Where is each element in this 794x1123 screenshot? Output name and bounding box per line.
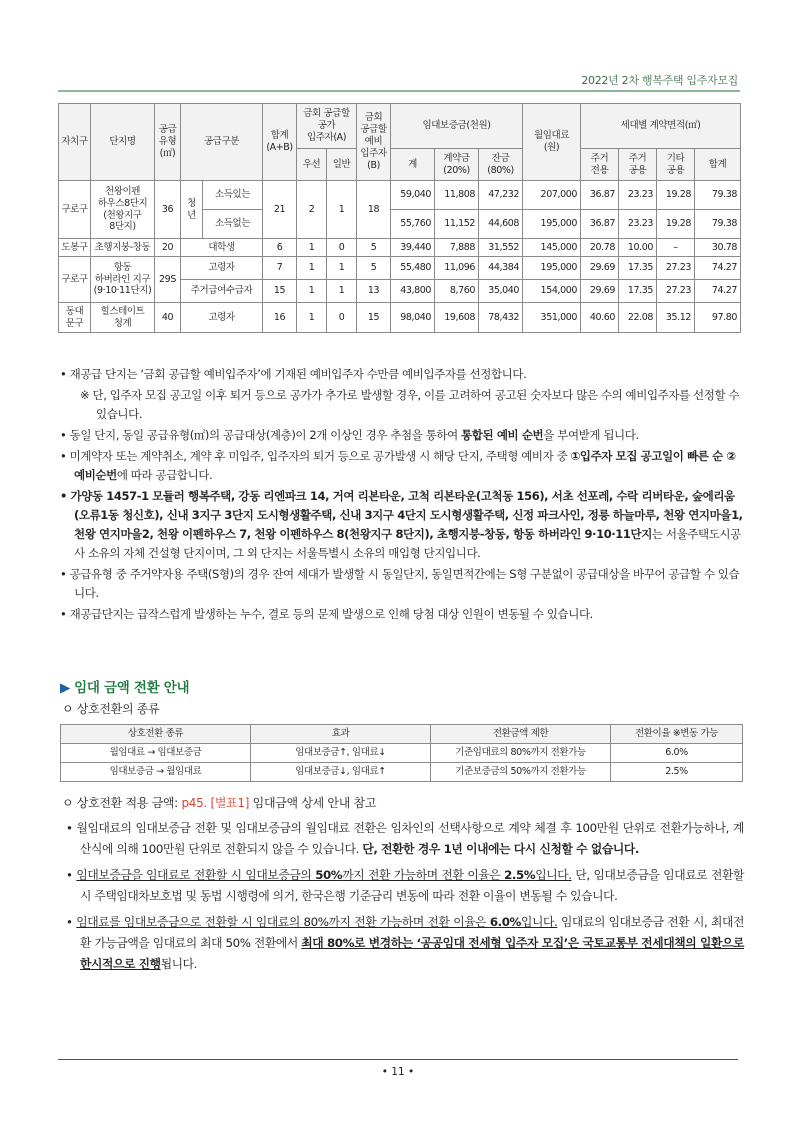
- apply-note-1-bold: 단, 전환한 경우 1년 이내에는 다시 신청할 수 없습니다.: [362, 842, 639, 856]
- cell-type: 40: [155, 303, 181, 333]
- cell-dep-total: 43,800: [391, 280, 435, 303]
- cell-area-sum: 74.27: [695, 280, 741, 303]
- cell-dep-down: 19,608: [435, 303, 479, 333]
- col-area: 세대별 계약면적(㎡): [581, 104, 741, 149]
- cell-rent: 195,000: [523, 210, 581, 239]
- table-row: [59, 239, 741, 257]
- cell-area-other: 19.28: [657, 210, 695, 239]
- apply-title: [62, 794, 376, 811]
- table-row: [61, 744, 743, 763]
- note-4-bold: • 가양동 1457-1 모듈러 행복주택, 강동 리엔파크 14, 거여 리본타운, 고척 리본타운(고척동 156), 서초 선포레, 수락 리버타운, 숲에리움(오류1동 청신호), 신내 3지구 3단지 도시형생활주택, 신내 3지구 4단지 도시형생활주택, 신정 파크사인, 정릉 하늘마루, 천왕 연지마을1, 천왕 연지마을2, 천왕 이펜하우스 7, 천왕 이펜하우스 8(천왕지구 8단지), 초행지붕-창동, 항동 하버라인 9·10·11단지: [60, 489, 743, 541]
- cell-area-common: 23.23: [619, 210, 657, 239]
- page-footer: [58, 1059, 738, 1078]
- cell-category: 소득없는: [203, 210, 263, 239]
- section-title: [60, 676, 189, 696]
- page-number: • 11 •: [381, 1066, 415, 1078]
- section-title-text: 임대 금액 전환 안내: [74, 680, 190, 696]
- col-total: 합계 (A+B): [263, 104, 297, 181]
- cell-dep-total: 55,480: [391, 257, 435, 280]
- cell-total: 16: [263, 303, 297, 333]
- conv-col-rate: 전환이율 ※변동 가능: [611, 725, 743, 744]
- cell-general: 0: [327, 303, 357, 333]
- bullet: •: [66, 868, 77, 882]
- col-general: 일반: [327, 149, 357, 181]
- cell-area-common: 17.35: [619, 257, 657, 280]
- apply-title-tail: 임대금액 상세 안내 참고: [249, 796, 377, 810]
- cell-reserve: 5: [357, 257, 391, 280]
- cell-priority: 2: [297, 181, 327, 239]
- cell-dep-balance: 47,232: [479, 181, 523, 210]
- header-title: 2022년 2차 행복주택 입주자모집: [581, 74, 738, 87]
- note-5: • 공급유형 중 주거약자용 주택(S형)의 경우 잔여 세대가 발생할 시 동일단지, 동일면적간에는 S형 구분없이 공급대상을 바꾸어 공급할 수 있습니다.: [60, 567, 740, 600]
- conv-col-kind: 상호전환 종류: [61, 725, 251, 744]
- cell-category: 대학생: [181, 239, 263, 257]
- cell-area-private: 36.87: [581, 210, 619, 239]
- cell-area-sum: 97.80: [695, 303, 741, 333]
- col-category: 공급구분: [181, 104, 263, 181]
- apply-note-3-underline: 임대료를 임대보증금으로 전환할 시 임대료의 80%까지 전환 가능하며 전환 이율은 6.0%입니다.: [76, 915, 558, 929]
- cell-dep-down: 8,760: [435, 280, 479, 303]
- conv-col-limit: 전환금액 제한: [431, 725, 611, 744]
- cell-complex: 천왕이펜 하우스8단지 (천왕지구 8단지): [91, 181, 155, 239]
- cell-district: 동대 문구: [59, 303, 91, 333]
- cell-dep-down: 11,152: [435, 210, 479, 239]
- note-2: [60, 426, 744, 445]
- cell-area-other: 35.12: [657, 303, 695, 333]
- notes: [60, 365, 744, 624]
- col-dep-total: 계: [391, 149, 435, 181]
- note-3: [60, 447, 744, 485]
- col-dep-balance: 잔금 (80%): [479, 149, 523, 181]
- apply-note-3-text: 임대료의 임대보증금 전환 시, 최대전환 가능금액을 임대료의 최대 50% 전환에서: [80, 915, 744, 950]
- cell-dep-total: 55,760: [391, 210, 435, 239]
- conv-cell: 2.5%: [611, 763, 743, 782]
- cell-area-sum: 30.78: [695, 239, 741, 257]
- cell-category: 고령자: [181, 303, 263, 333]
- table-row: [59, 181, 741, 210]
- cell-area-private: 36.87: [581, 181, 619, 210]
- conv-cell: 월임대료 → 임대보증금: [61, 744, 251, 763]
- conversion-table: [60, 724, 743, 782]
- apply-title-ref: p45. [별표1]: [181, 796, 250, 810]
- apply-note-3-bold: 최대 80%로 변경하는 ‘공공임대 전세형 입주자 모집’은 국토교통부 전세대책의 일환으로 한시적으로 진행: [80, 936, 744, 971]
- note-4-tail: 는 서울주택도시공사 소유의 자체 건설형 단지이며, 그 외 단지는 서울특별시 소유의 매입형 단지입니다.: [74, 527, 741, 560]
- cell-general: 1: [327, 181, 357, 239]
- cell-area-private: 20.78: [581, 239, 619, 257]
- conv-cell: 임대보증금↓, 임대료↑: [251, 763, 431, 782]
- note-3-tail: 에 따라 공급합니다.: [116, 468, 213, 482]
- col-area-common: 주거 공용: [619, 149, 657, 181]
- cell-district: 구로구: [59, 181, 91, 239]
- apply-note-2-underline: 임대보증금을 임대료로 전환할 시 임대보증금의 50%까지 전환 가능하며 전환 이율은 2.5%입니다.: [76, 868, 572, 882]
- cell-area-private: 29.69: [581, 280, 619, 303]
- cell-dep-balance: 44,384: [479, 257, 523, 280]
- conv-cell: 기준임대료의 80%까지 전환가능: [431, 744, 611, 763]
- cell-rent: 145,000: [523, 239, 581, 257]
- apply-note-3-tail: 됩니다.: [160, 957, 198, 971]
- cell-area-other: 19.28: [657, 181, 695, 210]
- cell-reserve: 13: [357, 280, 391, 303]
- cell-rent: 154,000: [523, 280, 581, 303]
- apply-title-text: ㅇ 상호전환 적용 금액:: [62, 796, 182, 810]
- cell-priority: 1: [297, 303, 327, 333]
- apply-notes: [66, 818, 744, 980]
- table-row: [59, 303, 741, 333]
- cell-type: 20: [155, 239, 181, 257]
- cell-dep-total: 98,040: [391, 303, 435, 333]
- note-6: • 재공급단지는 급작스럽게 발생하는 누수, 결로 등의 문제 발생으로 인해 당첨 대상 인원이 변동될 수 있습니다.: [60, 607, 593, 621]
- cell-dep-down: 7,888: [435, 239, 479, 257]
- note-1: • 재공급 단지는 ‘금회 공급할 예비입주자’에 기재된 예비입주자 수만큼 예비입주자를 선정합니다.: [60, 367, 527, 381]
- table-header-row: [61, 725, 743, 744]
- cell-dep-balance: 31,552: [479, 239, 523, 257]
- conv-cell: 기준보증금의 50%까지 전환가능: [431, 763, 611, 782]
- apply-note-3: [66, 912, 744, 975]
- col-reserve: 금회 공급할 예비 입주자 (B): [357, 104, 391, 181]
- cell-priority: 1: [297, 280, 327, 303]
- col-area-other: 기타 공용: [657, 149, 695, 181]
- cell-area-sum: 74.27: [695, 257, 741, 280]
- cell-general: 1: [327, 280, 357, 303]
- col-rent: 월임대료 (원): [523, 104, 581, 181]
- cell-dep-balance: 78,432: [479, 303, 523, 333]
- col-type: 공급 유형 (㎡): [155, 104, 181, 181]
- cell-complex: 항동 하버라인 지구 (9·10·11단지): [91, 257, 155, 303]
- col-district: 자치구: [59, 104, 91, 181]
- cell-dep-down: 11,096: [435, 257, 479, 280]
- col-area-private: 주거 전용: [581, 149, 619, 181]
- cell-area-private: 40.60: [581, 303, 619, 333]
- cell-rent: 351,000: [523, 303, 581, 333]
- cell-area-other: 27.23: [657, 280, 695, 303]
- cell-type: 29S: [155, 257, 181, 303]
- apply-note-2-tail: 단, 임대보증금을 임대료로 전환할 시 주택임대차보호법 및 동법 시행령에 의거, 한국은행 기준금리 변동에 따라 전환 이율이 변동될 수 있습니다.: [80, 868, 744, 903]
- cell-dep-total: 39,440: [391, 239, 435, 257]
- cell-total: 21: [263, 181, 297, 239]
- note-2-text: • 동일 단지, 동일 공급유형(㎡)의 공급대상(계층)이 2개 이상인 경우 추첨을 통하여: [60, 428, 462, 442]
- note-3-text: • 미계약자 또는 계약취소, 계약 후 미입주, 입주자의 퇴거 등으로 공가발생 시 해당 단지, 주택형 예비자 중: [60, 449, 571, 463]
- cell-area-common: 23.23: [619, 181, 657, 210]
- col-priority: 우선: [297, 149, 327, 181]
- cell-dep-balance: 35,040: [479, 280, 523, 303]
- cell-district: 도봉구: [59, 239, 91, 257]
- conv-cell: 6.0%: [611, 744, 743, 763]
- apply-note-2: [66, 865, 744, 907]
- apply-note-1-text: • 월임대료의 임대보증금 전환 및 임대보증금의 월임대료 전환은 임차인의 선택사항으로 계약 체결 후 100만원 단위로 전환가능하나, 계산식에 의해 100만원 단위로 전환되지 않을 수 있습니다.: [66, 821, 744, 856]
- cell-rent: 195,000: [523, 257, 581, 280]
- cell-reserve: 15: [357, 303, 391, 333]
- cell-complex: 힐스테이트 청계: [91, 303, 155, 333]
- page-header: [58, 66, 740, 92]
- cell-dep-balance: 44,608: [479, 210, 523, 239]
- note-4: [60, 487, 744, 563]
- cell-area-sum: 79.38: [695, 181, 741, 210]
- cell-general: 0: [327, 239, 357, 257]
- note-2-bold: 통합된 예비 순번: [461, 428, 544, 442]
- note-1-sub: ※ 단, 입주자 모집 공고일 이후 퇴거 등으로 공가가 추가로 발생할 경우, 이를 고려하여 공고된 숫자보다 많은 수의 예비입주자를 선정할 수 있습니다.: [80, 388, 740, 421]
- col-area-sum: 합계: [695, 149, 741, 181]
- col-complex: 단지명: [91, 104, 155, 181]
- cell-reserve: 18: [357, 181, 391, 239]
- bullet: •: [66, 915, 77, 929]
- cell-total: 6: [263, 239, 297, 257]
- cell-total: 7: [263, 257, 297, 280]
- cell-area-sum: 79.38: [695, 210, 741, 239]
- col-dep-down: 계약금 (20%): [435, 149, 479, 181]
- cell-reserve: 5: [357, 239, 391, 257]
- col-public: 금회 공급할 공가 입주자(A): [297, 104, 357, 149]
- conv-cell: 임대보증금↑, 임대료↓: [251, 744, 431, 763]
- conv-col-effect: 효과: [251, 725, 431, 744]
- triangle-right-icon: ▶: [60, 680, 71, 696]
- cell-complex: 초행지붕-창동: [91, 239, 155, 257]
- apply-note-1: [66, 818, 744, 860]
- cell-dep-down: 11,808: [435, 181, 479, 210]
- cell-area-common: 22.08: [619, 303, 657, 333]
- cell-category: 주거급여수급자: [181, 280, 263, 303]
- supply-table: [58, 103, 741, 333]
- note-3-bold: ①입주자 모집 공고일이 빠른 순 ②예비순번: [74, 449, 736, 482]
- cell-area-other: –: [657, 239, 695, 257]
- cell-category: 소득있는: [203, 181, 263, 210]
- col-deposit: 임대보증금(천원): [391, 104, 523, 149]
- cell-type: 36: [155, 181, 181, 239]
- cell-area-common: 17.35: [619, 280, 657, 303]
- sub-title: ㅇ 상호전환의 종류: [62, 702, 160, 716]
- cell-area-other: 27.23: [657, 257, 695, 280]
- cell-group: 청 년: [181, 181, 203, 239]
- cell-priority: 1: [297, 257, 327, 280]
- cell-rent: 207,000: [523, 181, 581, 210]
- note-2-tail: 을 부여받게 됩니다.: [543, 428, 639, 442]
- cell-area-private: 29.69: [581, 257, 619, 280]
- cell-priority: 1: [297, 239, 327, 257]
- table-row: [61, 763, 743, 782]
- conv-cell: 임대보증금 → 월임대료: [61, 763, 251, 782]
- cell-area-common: 10.00: [619, 239, 657, 257]
- cell-total: 15: [263, 280, 297, 303]
- table-row: [59, 257, 741, 280]
- cell-district: 구로구: [59, 257, 91, 303]
- cell-general: 1: [327, 257, 357, 280]
- cell-category: 고령자: [181, 257, 263, 280]
- cell-dep-total: 59,040: [391, 181, 435, 210]
